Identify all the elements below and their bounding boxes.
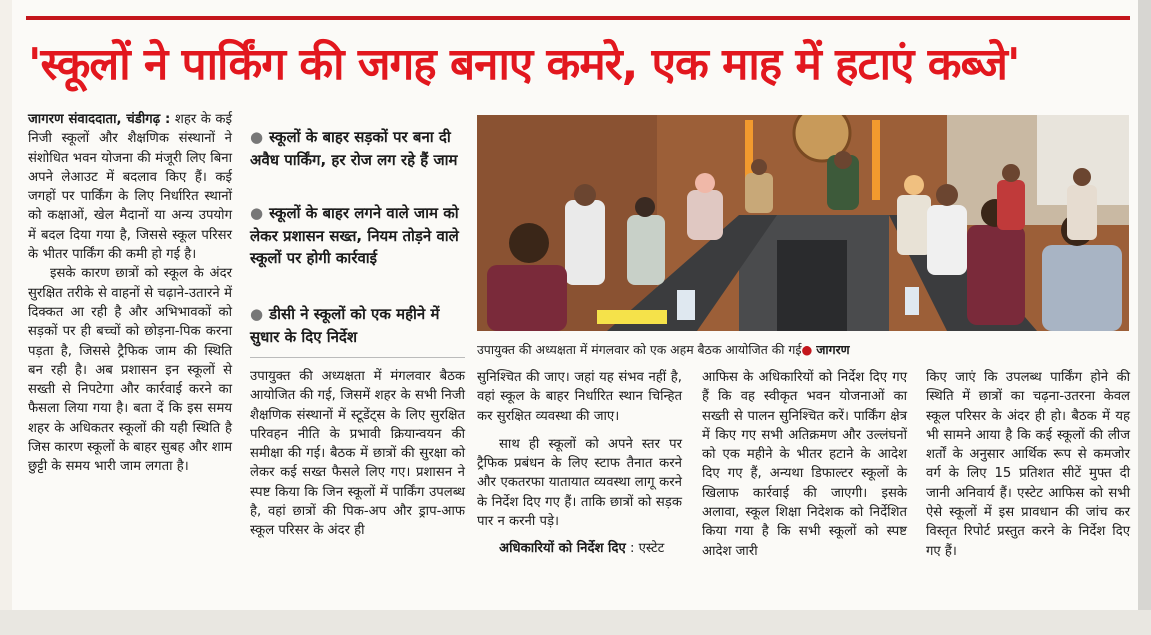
subheading: अधिकारियों को निर्देश दिए bbox=[499, 541, 626, 557]
bullet-icon: ● bbox=[801, 342, 813, 357]
meeting-photo bbox=[477, 115, 1129, 331]
bullet-icon: ● bbox=[250, 204, 264, 222]
article-column-2 bbox=[250, 367, 465, 541]
bullet-icon: ● bbox=[250, 305, 264, 323]
article-column-4 bbox=[702, 368, 907, 561]
page-bottom-edge bbox=[0, 610, 1151, 635]
lead-paragraph bbox=[28, 110, 232, 264]
lead-text: शहर के कई निजी स्कूलों और शैक्षणिक संस्थानों ने संशोधित भवन योजना की मंजूरी लिए बिना अपने लेआउट में बदलाव किए हैं। कई जगहों पर पार्किंग के लिए निर्धारित स्थानों को कक्षाओं, खेल मैदानों या अन्य उपयोग में बदल दिया गया है, जिससे स्कूल परिसर के भीतर पार्किंग की कमी हो गई है। bbox=[28, 112, 232, 263]
paragraph: किए जाएं कि उपलब्ध पार्किंग होने की स्थिति में छात्रों का चढ़ना-उतरना केवल स्कूल परिसर के अंदर ही हो। बैठक में यह भी सामने आया है कि कई स्कूलों की लीज शर्तों के अनुसार आर्थिक रूप से कमजोर वर्ग के लिए 15 प्रतिशत सीटें मुफ्त दी जानी अनिवार्य हैं। एस्टेट आफिस को सभी ऐसे स्कूलों में इस प्रावधान की जांच कर विस्तृत रिपोर्ट प्रस्तुत करने के निर्देश दिए गए हैं। bbox=[926, 370, 1130, 559]
page-edge bbox=[1138, 0, 1151, 635]
highlight-text: स्कूलों के बाहर लगने वाले जाम को लेकर प्रशासन सख्त, नियम तोड़ने वाले स्कूलों पर होगी कार्रवाई bbox=[250, 204, 459, 267]
paragraph: साथ ही स्कूलों को अपने स्तर पर ट्रैफिक प्रबंधन के लिए स्टाफ तैनात करने और एकतरफा यातायात व्यवस्था लागू करने के निर्देश दिए गए हैं। ताकि छात्रों को सड़क पार न करनी पड़े। bbox=[477, 436, 682, 530]
top-red-rule bbox=[26, 16, 1130, 20]
meeting-photo-image bbox=[477, 115, 1129, 331]
bullet-icon: ● bbox=[250, 128, 264, 146]
paragraph: इसके कारण छात्रों को स्कूल के अंदर सुरक्षित तरीके से वाहनों से चढ़ाने-उतारने में दिक्कत आ रही है और अभिभावकों को सड़कों पर ही बच्चों को छोड़ना-पिक करना पड़ता है, जिससे ट्रैफिक जाम की स्थिति बन रही है। अब प्रशासन इन स्कूलों से सख्ती से निपटेगा और कार्रवाई करने का फैसला लिया गया है। बता दें कि इस समय शहर के अधिकतर स्कूलों की यही स्थिति है जिस कारण स्कूलों के बाहर सुबह और शाम छुट्टी के समय भारी जाम लगता है। bbox=[28, 266, 232, 475]
highlight-item bbox=[250, 126, 465, 171]
photo-caption bbox=[477, 342, 1129, 358]
highlight-divider bbox=[250, 357, 465, 358]
article-column-1 bbox=[28, 110, 232, 477]
headline: 'स्कूलों ने पार्किंग की जगह बनाए कमरे, एक माह में हटाएं कब्जे' bbox=[28, 39, 1020, 90]
highlight-item bbox=[250, 303, 465, 348]
paragraph: उपायुक्त की अध्यक्षता में मंगलवार बैठक आयोजित की गई, जिसमें शहर के सभी निजी शैक्षणिक संस्थानों में स्टूडेंट्स के लिए सुरक्षित परिवहन नीति के प्रभावी क्रियान्वयन की समीक्षा की गई। बैठक में छात्रों की सुरक्षा को लेकर कई सख्त फैसले लिए गए। प्रशासन ने स्पष्ट किया कि जिन स्कूलों में पार्किंग उपलब्ध है, वहां छात्रों की पिक-अप और ड्राप-आफ स्कूल परिसर के अंदर ही bbox=[250, 369, 465, 539]
caption-text: उपायुक्त की अध्यक्षता में मंगलवार को एक अहम बैठक आयोजित की गई bbox=[477, 342, 802, 357]
photo-credit: जागरण bbox=[816, 342, 850, 357]
paragraph: सुनिश्चित की जाए। जहां यह संभव नहीं है, वहां स्कूल के बाहर निर्धारित स्थान चिन्हित कर सुरक्षित व्यवस्था की जाए। bbox=[477, 370, 682, 424]
paragraph: आफिस के अधिकारियों को निर्देश दिए गए हैं कि वह स्वीकृत भवन योजनाओं का सख्ती से पालन सुनिश्चित करें। पार्किंग क्षेत्र में किए गए सभी अतिक्रमण और उल्लंघनों को एक महीने के भीतर हटाने के आदेश दिए गए हैं, अन्यथा डिफाल्टर स्कूलों के खिलाफ कार्रवाई की जाएगी। इसके अलावा, स्कूल शिक्षा निदेशक को निर्देशित किया गया है कि सभी स्कूलों को स्पष्ट आदेश जारी bbox=[702, 370, 907, 559]
dateline: जागरण संवाददाता, चंडीगढ़ : bbox=[28, 112, 171, 127]
highlight-text: डीसी ने स्कूलों को एक महीने में सुधार के दिए निर्देश bbox=[250, 305, 440, 346]
article-column-3 bbox=[477, 368, 682, 559]
highlight-item bbox=[250, 202, 465, 270]
article-column-5 bbox=[926, 368, 1130, 561]
highlight-text: स्कूलों के बाहर सड़कों पर बना दी अवैध पार्किंग, हर रोज लग रहे हैं जाम bbox=[250, 128, 458, 169]
subheading-text: : एस्टेट bbox=[625, 541, 665, 557]
paragraph bbox=[477, 539, 682, 558]
